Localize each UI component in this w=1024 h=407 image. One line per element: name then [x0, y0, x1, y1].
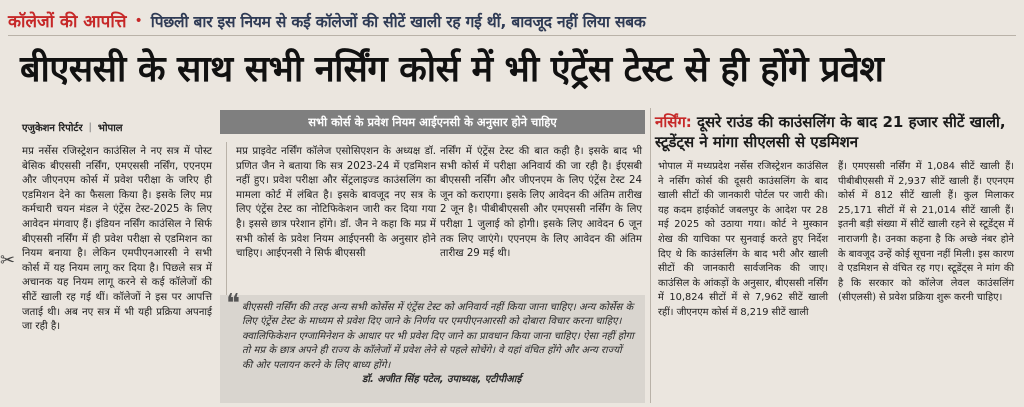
side-story-headline [655, 112, 1015, 152]
byline-city: भोपाल [97, 123, 123, 134]
headline: बीएससी के साथ सभी नर्सिंग कोर्स में भी एंट्रेंस टेस्ट से ही होंगे प्रवेश [20, 49, 884, 90]
kicker-dot: • [134, 12, 143, 29]
side-story-tag: नर्सिंग: [655, 113, 698, 131]
side-story-title: दूसरे राउंड की काउंसलिंग के बाद 21 हजार सीटें खाली, स्टूडेंट्स ने मांगा सीएलसी से एडमिशन [655, 113, 1006, 151]
scissors-icon: ✂ [0, 250, 16, 271]
subhead-box: सभी कोर्स के प्रवेश नियम आईएनसी के अनुसार होने चाहिए [220, 110, 645, 134]
kicker-text: पिछली बार इस नियम से कई कॉलेजों की सीटें खाली रह गई थीं, बावजूद नहीं लिया सबक [150, 12, 646, 31]
kicker-bar [8, 6, 1016, 36]
article-column-1: मप्र नर्सेस रजिस्ट्रेशन काउंसिल ने नए सत्र में पोस्ट बेसिक बीएससी नर्सिंग, एमएससी नर्सिंग, एएनएम और जीएनएम कोर्स में प्रवेश परीक्षा के जरिए ही एडमिशन देने का फैसला किया है। इसके लिए मप्र कर्मचारी चयन मंडल ने एंट्रेंस टेस्ट-2025 के लिए आवेदन मंगवाए हैं। इंडियन नर्सिंग काउंसिल ने सिर्फ बीएससी नर्सिंग में ही प्रवेश परीक्षा से एडमिशन का नियम बनाया है। लेकिन एमपीएनआरसी ने सभी कोर्स में यह नियम लागू कर दिया है। पिछले सत्र में अचानक यह नियम लागू करने से कई कॉलेजों की सीटें खाली रह गई थीं। कॉलेजों ने इस पर आपत्ति जताई थी। अब नए सत्र में भी यही प्रक्रिया अपनाई जा रही है। [22, 146, 212, 333]
section-divider [650, 108, 651, 403]
quote-text: बीएससी नर्सिंग की तरह अन्य सभी कोर्सेस में एंट्रेंस टेस्ट को अनिवार्य नहीं किया जाना चाहिए। अन्य कोर्सेस के लिए एंट्रेंस टेस्ट के माध्यम से प्रवेश दिए जाने के निर्णय पर एमपीएनआरसी को दोबारा विचार करना चाहिए। क्वालिफिकेशन एग्जामिनेशन के आधार पर भी प्रवेश दिए जाने का प्रावधान किया जाना चाहिए। ऐसा नहीं होगा तो मप्र के छात्र अपने ही राज्य के कॉलेजों में प्रवेश लेने से पहले सोचेंगे। वे यहां वंचित होंगे और अन्य राज्यों की ओर पलायन करने के लिए बाध्य होंगे। [242, 302, 634, 371]
article-column-2: मप्र प्राइवेट नर्सिंग कॉलेज एसोसिएशन के अध्यक्ष डॉ. प्रणित जैन ने बताया कि सत्र 2023-24 में एडमिशन नहीं हुए। प्रवेश परीक्षा और सेंट्रलाइज्ड काउंसलिंग का मामला कोर्ट में लंबित है। इसके बावजूद नए सत्र के लिए एंट्रेंस टेस्ट का नोटिफिकेशन जारी कर दिया गया है। इससे छात्र परेशान होंगे। डॉ. जैन ने कहा कि मप्र में सभी कोर्स के प्रवेश नियम आईएनसी के अनुसार होने चाहिए। आईएनसी ने सिर्फ बीएससी [236, 146, 436, 260]
quote-mark-icon: ❝ [226, 289, 240, 319]
article-column-3: नर्सिंग में एंट्रेंस टेस्ट की बात कही है। इसके बाद भी सभी कोर्स में परीक्षा अनिवार्य की जा रही है। ईएसबी बीएससी नर्सिंग और जीएनएम के लिए एंट्रेंस टेस्ट 24 जून को कराएगा। इसके लिए आवेदन की अंतिम तारीख 2 जून है। पीबीबीएससी और एमएससी नर्सिंग के लिए परीक्षा 1 जुलाई को होगी। इसके लिए आवेदन 6 जून तक लिए जाएंगे। एएनएम के लिए आवेदन की अंतिम तारीख 29 मई थी। [440, 146, 642, 260]
side-story-column-1: भोपाल में मध्यप्रदेश नर्सेस रजिस्ट्रेशन काउंसिल ने नर्सिंग कोर्स की दूसरी काउंसलिंग के बाद खाली सीटों की जानकारी पोर्टल पर जारी की। यह कदम हाईकोर्ट जबलपुर के आदेश पर 28 मई 2025 को उठाया गया। कोर्ट ने मुस्कान शेख की याचिका पर सुनवाई करते हुए निर्देश दिए थे कि काउंसलिंग के बाद भरी और खाली सीटों की जानकारी सार्वजनिक की जाए। काउंसिल के आंकड़ों के अनुसार, बीएससी नर्सिंग में 10,824 सीटों में से 7,962 सीटें खाली रहीं। जीएनएम कोर्स में 8,219 सीटें खाली [658, 161, 828, 318]
kicker-label: कॉलेजों की आपत्ति [8, 12, 127, 32]
quote-signature: डॉ. अजीत सिंह पटेल, उपाध्यक्ष, एटीपीआई [362, 374, 522, 386]
byline-reporter: एजुकेशन रिपोर्टर [22, 123, 83, 134]
side-story-column-2: हैं। एमएससी नर्सिंग में 1,084 सीटें खाली हैं। पीबीबीएससी में 2,937 सीटें खाली हैं। एएनएम कोर्स में 812 सीटें खाली हैं। कुल मिलाकर 25,171 सीटों में से 21,014 सीटें खाली हैं। इतनी बड़ी संख्या में सीटें खाली रहने से स्टूडेंट्स में नाराजगी है। उनका कहना है कि अच्छे नंबर होने के बावजूद उन्हें कोई सूचना नहीं मिली। इस कारण वे एडमिशन से वंचित रह गए। स्टूडेंट्स ने मांग की है कि सरकार को कॉलेज लेवल काउंसलिंग (सीएलसी) से प्रवेश प्रक्रिया शुरू करनी चाहिए। [838, 161, 1014, 304]
byline-separator: | [88, 121, 92, 133]
byline [22, 120, 123, 134]
quote-box [220, 289, 645, 403]
